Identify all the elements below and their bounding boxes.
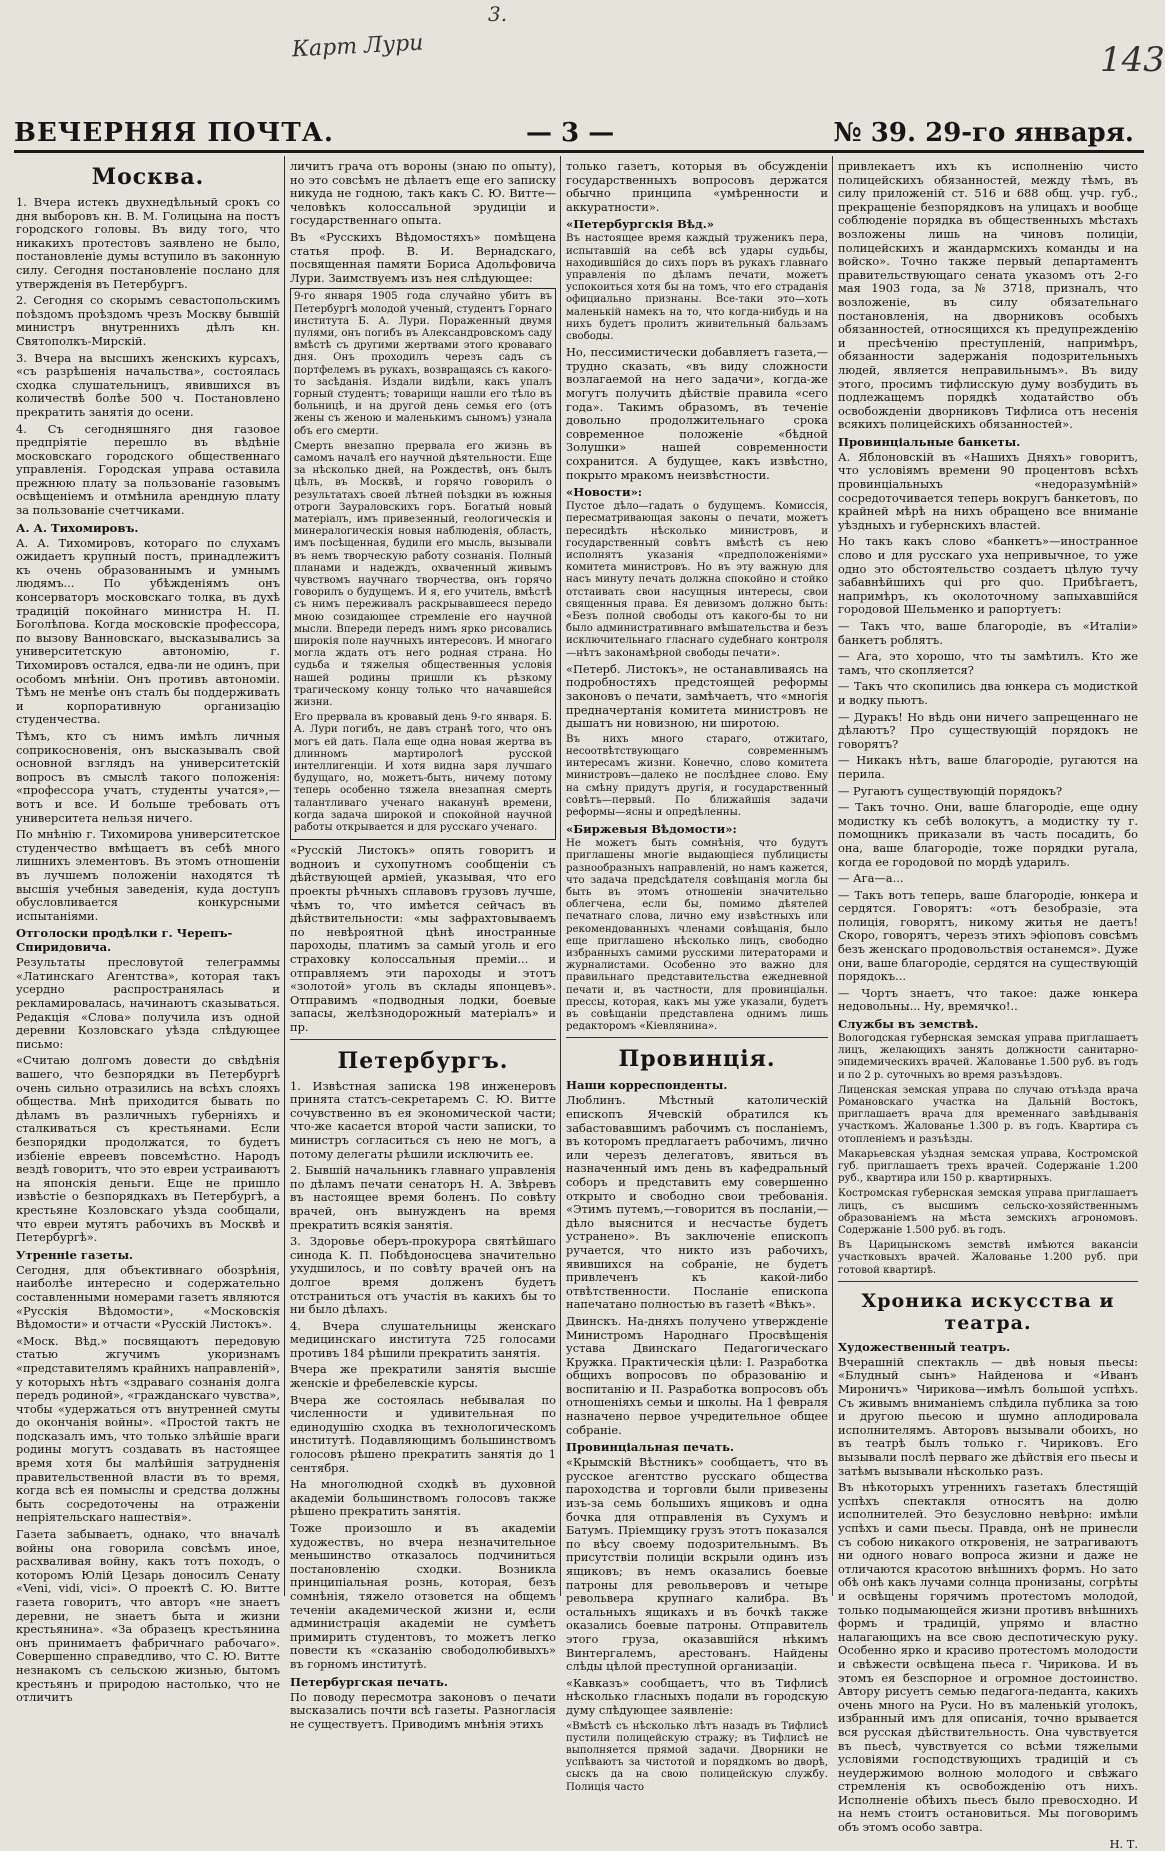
subheading: Художественный театръ. [838,1339,1011,1354]
dialogue-line: — Никакъ нѣтъ, ваше благородіе, ругаются на перила. [838,753,1138,781]
dialogue-line: — Такъ что, ваше благородіе, въ «Италіи» банкетъ роблятъ. [838,619,1138,647]
section-heading-moscow: Москва. [91,164,205,190]
quote-paragraph: Въ нихъ много стараго, отжитаго, несоотвѣтствующаго современнымъ интересамъ жизни. Конечно, слово комитета министровъ—далеко не послѣднее слово. Ему на смѣну придутъ другія, и государственный совѣтъ—первый. По ближайшія задачи реформы—ясны и опредѣленны. [566,733,828,818]
article-paragraph: Сегодня, для объективнаго обозрѣнія, наиболѣе интересно и содержательно составленными номерами газетъ являются «Русскія Вѣдомости», «Московскія Вѣдомости» и отчасти «Русскій Листокъ». [16,1262,280,1332]
news-item: Двинскъ. На-дняхъ получено утвержденіе Министромъ Народнаго Просвѣщенія устава Двинскаго Педагогическаго Кружка. Практическія цѣли: I. Разработка общихъ вопросовъ по образованію и воспитанію и II. Разработка вопросовъ объ отношеніяхъ семьи и школы. На 1 февраля назначено первое учредительное общее собраніе. [566,1313,828,1437]
dialogue-line: — Такъ что скопились два юнкера съ модисткой и водку пьютъ. [838,679,1138,707]
article-paragraph: «Петерб. Листокъ», не останавливаясь на подробностяхъ предстоящей реформы законовъ о печати, замѣчаетъ, что «многія предначертанія комитета министровъ не дышатъ ни новизною, ни широтою. [566,661,828,731]
news-item: Вчера же прекратили занятія высшіе женскіе и фребелевскіе курсы. [290,1362,556,1391]
page-number: — 3 — [526,118,615,148]
dialogue-line: — Ага, это хорошо, что ты замѣтилъ. Кто же тамъ, что скопляется? [838,649,1138,677]
article-paragraph: личитъ грача отъ вороны (знаю по опыту), но это совсѣмъ не дѣлаетъ еще его записку никуда не годною, такъ какъ С. Ю. Витте—человѣкъ колоссальной эрудиціи и государственнаго опыта. [290,159,556,228]
subheading: Петербургская печать. [290,1674,448,1689]
column-divider [560,156,561,1596]
handwritten-page-mark: 3. [488,2,508,26]
article-paragraph: только газетъ, которыя въ обсужденіи государственныхъ вопросовъ держатся обычно принципа «умѣренности и аккуратности». [566,159,828,214]
handwritten-archive-number: 143 [1100,40,1165,80]
quote-paragraph: 9-го января 1905 года случайно убитъ въ Петербургѣ молодой ученый, студентъ Горнаго института Б. А. Лури. Пораженный двумя пулями, онъ погибъ въ Александровскомъ саду вмѣстѣ съ другими жертвами этого кроваваго дня. Онъ проходилъ черезъ садъ съ портфелемъ въ рукахъ, возвращаясь съ какого-то засѣданія. Издали видѣли, какъ упалъ горный студентъ; товарищи нашли его тѣло въ больницѣ, и на другой день семья его (отъ жены съ женою и маленькимъ сыномъ) узнала объ его смерти. [294,291,553,437]
job-notice: Въ Царицынскомъ земствѣ имѣются вакансіи участковыхъ врачей. Жалованье 1.200 руб. при готовой квартирѣ. [838,1240,1138,1276]
article-paragraph: Въ «Русскихъ Вѣдомостяхъ» помѣщена статья проф. В. И. Вернадскаго, посвященная памяти Бориса Адольфовича Лури. Заимствуемъ изъ нея слѣдующее: [290,229,556,285]
issue-date: № 39. 29-го января. [833,118,1134,148]
article-paragraph: По поводу пересмотра законовъ о печати высказались почти всѣ газеты. Разногласія не существуетъ. Приводимъ мнѣнія этихъ [290,1689,556,1731]
section-heading-chronicle: Хроника искусства и театра. [838,1281,1138,1334]
column-chronicle [838,159,1138,1851]
news-item: 1. Извѣстная записка 198 инженеровъ принята статсъ-секретаремъ С. Ю. Витте сочувственно въ ея экономической части; что-же касается второй части записки, то министръ согласиться съ нею не могъ, а потому делегаты рѣшили исключить ее. [290,1078,556,1161]
subheading: Провинціальные банкеты. [838,434,1021,449]
subheading: Отголоски продѣлки г. Черепъ-Спиридовича. [16,926,233,955]
news-item: 4. Вчера слушательницы женскаго медицинскаго института 725 голосами противъ 184 рѣшили прекратить занятія. [290,1318,556,1360]
article-paragraph: Въ нѣкоторыхъ утреннихъ газетахъ блестящій успѣхъ спектакля относятъ на долю исполнителей. Это безусловно невѣрно: имѣли успѣхъ и сами пьесы. Правда, онѣ не принесли съ собою никакого откровенія, не затрагиваютъ ни одного новаго вопроса жизни и даже не отличаются красотою внѣшнихъ формъ. Но зато обѣ онѣ какъ лучами солнца пронизаны, согрѣты и освѣщены горячимъ протестомъ молодой, только подымающейся жизни противъ внѣшнихъ формъ и традицій, упрямо и властно налагающихъ на все свою деспотическую руку. Особенно ярко и красиво протестомъ молодости и свѣжести освѣщена пьеса г. Чирикова. И въ этомъ ея безспорное и огромное достоинство. Автору рисуетъ семью педагога-педанта, какихъ очень много на Руси. Но въ маленькій уголокъ, избранный имъ для описанія, точно врывается вся русская дѣйствительность. Она чувствуется въ пьесѣ, чувствуется со всѣми тяжелыми условіями господствующихъ традицій и съ неудержимою волною молодого и свѣжаго стремленія къ освобожденію отъ нихъ. Исполненіе обѣихъ пьесъ было превосходно. И на немъ стоитъ остановиться. Мы поговоримъ объ этомъ особо завтра. [838,1480,1138,1835]
article-paragraph: Вчерашній спектакль — двѣ новыя пьесы: «Блудный сынъ» Найденова и «Иванъ Мироничъ» Чирикова—имѣлъ большой успѣхъ. Съ живымъ вниманіемъ слѣдила публика за тою и другою пьесою и шумно аплодировала исполнителямъ. Авторовъ вызывали обоихъ, но въ театрѣ былъ только г. Чириковъ. Его вызывали послѣ перваго же дѣйствія его пьесы и затѣмъ вызывали нѣсколько разъ. [838,1354,1138,1478]
quote-paragraph: Смерть внезапно прервала его жизнь въ самомъ началѣ его научной дѣятельности. Еще за нѣсколько дней, на Рождествѣ, онъ былъ цѣлъ, въ Москвѣ, и горячо говорилъ о результатахъ своей лѣтней поѣздки въ южныя отроги Заураловскихъ горъ. Богатый новый матеріалъ, имъ привезенный, геологическія и минералогическія новыя наблюденія, область, имъ посѣщенная, будили его мысль, вызывали въ немъ творческую работу сознанія. Полный планами и надеждъ, охваченный живымъ чувствомъ научнаго творчества, онъ горячо говорилъ о будущемъ. И я, его учитель, вмѣстѣ съ нимъ переживалъ раскрывавшееся передо мною созидающее стремленіе его научной мысли. Впереди передъ нимъ ярко рисовались широкія поле научныхъ интересовъ. И многаго могла ждать отъ него родная страна. Но судьба и тяжелыя общественныя условія нашей родины пришли къ рѣзкому трагическому концу только что начавшейся жизни. [294,440,552,709]
news-item: «Крымскій Вѣстникъ» сообщаетъ, что въ русское агентство русскаго общества пароходства и торговли были привезены изъ-за семь большихъ ящиковъ и одна бочка для отправленія въ Сухумъ и Батумъ. Пріемщику грузъ этотъ показался по вѣсу своему подозрительнымъ. Въ присутствіи полиціи вскрыли одинъ изъ ящиковъ; въ немъ оказались боевые патроны для револьверовъ и четыре револьвера крупнаго калибра. Въ остальныхъ ящикахъ и въ бочкѣ также оказались боевые патроны. Отправитель этого груза, оказавшійся нѣкимъ Винтергалемъ, арестованъ. Найдены слѣды цѣлой преступной организаціи. [566,1455,828,1674]
news-item: 3. Вчера на высшихъ женскихъ курсахъ, «съ разрѣшенія начальства», состоялась сходка слушательницъ, явившихся въ количествѣ болѣе 500 ч. Постановлено прекратить занятія до осени. [16,350,280,419]
section-heading-province: Провинція. [566,1037,828,1072]
article-paragraph: Но такъ какъ слово «банкетъ»—иностранное слово и для русскаго уха непривычное, то уже одно это обстоятельство создаетъ цѣлую тучу забавнѣйшихъ qui pro quo. Прибѣгаетъ, напримѣръ, къ околоточному запыхавшійся городовой Шельменко и рапортуетъ: [838,534,1138,617]
quote-paragraph: Въ настоящее время каждый труженикъ пера, испытавшій на себѣ всѣ удары судьбы, находившійся до сихъ поръ въ рукахъ главнаго управленія по дѣламъ печати, можетъ успокоиться хотя бы на томъ, что его страданія официально признаны. Все-таки это—хоть маленькій намекъ на то, что когда-нибудь и на нихъ будетъ пролитъ живительный бальзамъ свободы. [566,233,828,342]
article-paragraph: А. А. Тихомировъ, котораго по слухамъ ожидаетъ крупный постъ, принадлежитъ къ очень образованнымъ и умнымъ людямъ... По убѣжденіямъ онъ консерваторъ московскаго толка, въ духѣ традицій покойнаго министра Н. П. Боголѣпова. Когда московскіе профессора, по вызову Ванновскаго, высказывались за университетскую автономію, г. Тихомировъ остался, едва-ли не одинъ, при особомъ мнѣніи. Онъ противъ автономіи. Тѣмъ не менѣе онъ сталъ бы поддерживать и корпоративную организацію студенчества. [16,535,280,727]
quote-paragraph: «Вмѣстѣ съ нѣсколько лѣтъ назадъ въ Тифлисѣ пустили полицейскую стражу; въ Тифлисѣ не выполняется прямой задачи. Дворники не успѣваютъ за чистотой и порядкомъ во дворѣ, сыскъ да на свою полицейскую службу. Полиція часто [566,1720,828,1793]
news-item: 3. Здоровье оберъ-прокурора святѣйшаго синода К. П. Побѣдоносцева значительно ухудшилось, и по совѣту врачей онъ на долгое время долженъ будетъ отстраниться отъ участія въ какихъ бы то ни было дѣлахъ. [290,1234,556,1317]
article-paragraph: «Русскій Листокъ» опять говоритъ и водноиъ и сухопутномъ сообщеніи съ дѣйствующей арміей, указывая, что его проекты рѣчныхъ сплавовъ грузовъ лучше, чѣмъ то, что имѣется сейчасъ въ дѣйствительности: «мы зафрахтовываемъ по невѣроятной цѣнѣ иностранные пароходы, платимъ за самый уголь и его страховку колоссальныя преміи... и отправляемъ эти пароходы и этотъ «золотой» уголь въ склады японцевъ». Отправимъ «подводныя лодки, боевые запасы, желѣзнодорожный матеріалъ» и пр. [290,843,556,1034]
quote-paragraph: Пустое дѣло—гадать о будущемъ. Комиссія, пересматривающая законы о печати, можетъ пересидѣть нѣсколько министровъ, и государственный совѣтъ вмѣстѣ съ нею исполнятъ указанія «предположеніями» комитета министровъ. Но въ эту важную для насъ минуту печать должна спокойно и стойко отстаивать свои насущныя интересы, свои священныя права. Ея девизомъ должно быть: «Безъ полной свободы отъ какого-бы то ни было административнаго вмѣшательства и безъ исключительнаго гласнаго судебнаго контроля—нѣтъ законамѣрной свободы печати». [566,501,828,659]
subheading: Наши корреспонденты. [566,1078,728,1093]
dialogue-line: — Чортъ знаетъ, что такое: даже юнкера недовольны... Ну, времячко!.. [838,985,1138,1014]
masthead-rule [14,150,1144,153]
article-paragraph: Но, пессимистически добавляетъ газета,—трудно сказать, «въ виду сложности возлагаемой на него задачи», когда-же могутъ получить дѣйствіе правила «сего года». Такимъ образомъ, въ теченіе довольно продолжительнаго срока современное положеніе «бѣдной Золушки» нашей современности сохранится. А будущее, какъ извѣстно, покрыто мракомъ неизвѣстности. [566,345,828,482]
article-paragraph: А. Яблоновскій въ «Нашихъ Дняхъ» говоритъ, что условіямъ времени 90 процентовъ всѣхъ провинціальныхъ «недоразумѣній» сосредоточивается теперь вокругъ банкетовъ, по крайней мѣрѣ на нихъ обращено все вниманіе уѣздныхъ и губернскихъ властей. [838,449,1138,532]
dialogue-line: — Такъ вотъ теперь, ваше благородіе, юнкера и сердятся. Говорятъ: «отъ безобразіе, эта полиція, говорятъ, никому житья не даетъ! Скоро, говорятъ, черезъ этихъ эфіоповъ совсѣмъ безъ женскаго продовольствія останемся». Дуже они, ваше благородіе, сердятся на существующій порядокъ... [838,887,1138,984]
job-notice: Макарьевская уѣздная земская управа, Костромской губ. приглашаетъ трехъ врачей. Содержаніе 1.200 руб., квартира или 150 р. квартирныхъ. [838,1148,1138,1185]
article-paragraph: Тѣмъ, кто съ нимъ имѣлъ личныя соприкосновенія, онъ высказывалъ свой основной взглядъ на университетскій вопросъ въ смыслѣ такого положенія: «профессора учатъ, студенты учатся»,—вотъ и все. И больше требовать отъ университета нельзя ничего. [16,728,280,825]
job-notice: Лиценская земская управа по случаю отъѣзда врача Романовскаго участка на Дальній Востокъ, приглашаетъ врача для временнаго завѣдыванія участкомъ. Жалованье 1.300 р. въ годъ. Квартира съ отопленіемъ и разъѣзды. [838,1084,1138,1145]
dialogue-line: — Дуракъ! Но вѣдь они ничего запрещеннаго не дѣлаютъ? Про существующій порядокъ не говорятъ? [838,709,1138,751]
column-moscow [16,160,281,1705]
news-item: Тоже произошло и въ академіи художествъ, но вчера незначительное меньшинство отказалось подчиниться постановленію сходки. Возникла принципіальная рознь, которая, безъ сомнѣнія, тяжело отзовется на общемъ теченіи академической жизни и, если администрація академіи не сумѣетъ примирить студентовъ, то можетъ легко повести къ «сказанію свободолюбивыхъ» въ горномъ институтѣ. [290,1521,556,1671]
job-notice: Костромская губернская земская управа приглашаетъ лицъ, съ высшимъ сельско-хозяйственнымъ образованіемъ на мѣста земскихъ агрономовъ. Содержаніе 1.500 руб. въ годъ. [838,1188,1138,1237]
news-item: 2. Бывшій начальникъ главнаго управленія по дѣламъ печати сенаторъ Н. А. Звѣревъ въ настоящее время боленъ. По совѣту врачей, онъ вынужденъ на время прекратить всякія занятія. [290,1163,556,1232]
dialogue-line: — Такъ точно. Они, ваше благородіе, еще одну модистку къ себѣ волокутъ, а модистку ту г. помощникъ приказали въ часть посадить, бо она, ваше благородіе, тоже порядки ругала, когда ее городовой по мордѣ ударилъ. [838,800,1138,869]
dialogue-line: — Ага—а... [838,871,904,886]
article-paragraph: Газета забываетъ, однако, что вначалѣ войны она говорила совсѣмъ иное, расхваливая войну, какъ тотъ походъ, о которомъ Юлій Цезарь доносилъ Сенату «Veni, vidi, vici». О проектѣ С. Ю. Витте газета говоритъ, что авторъ «не знаетъ деревни, не знаетъ быта и жизни крестьянина». «За образецъ крестьянина онъ принимаетъ фабричнаго рабочаго». Совершенно справедливо, что С. Ю. Витте незнакомъ съ сельскою жизнью, бытомъ крестьянъ и природою настолько, что не отличитъ [16,1527,280,1705]
news-item: «Кавказъ» сообщаетъ, что въ Тифлисѣ нѣсколько гласныхъ подали въ городскую думу слѣдующее заявленіе: [566,1675,828,1717]
news-item: 4. Съ сегодняшняго дня газовое предпріятіе перешло въ вѣдѣніе московскаго городского общественнаго управленія. Городская управа оставила прежнюю плату за пользованіе газовымъ освѣщеніемъ и отмѣнила арендную плату за пользованіе счетчиками. [16,421,280,518]
subheading: Службы въ земствѣ. [838,1017,979,1032]
subheading: Утренніе газеты. [16,1247,134,1262]
article-paragraph: «Моск. Вѣд.» посвящаютъ передовую статью жгучимъ укоризнамъ «представителямъ крайнихъ направленій», у которыхъ нѣтъ «здраваго сознанія долга передъ родиной», «гражданскаго чувства», чтобы «удержаться отъ внутренней смуты до окончанія войны». «Простой тактъ не подсказалъ имъ, что только злѣйшіе враги родины могутъ создавать въ настоящее время хотя бы малѣйшія затрудненія правительственной власти въ то время, когда всѣ ея помыслы и средства должны быть сосредоточены на отраженіи непріятельскаго нашествія». [16,1333,281,1525]
article-paragraph: Результаты пресловутой телеграммы «Латинскаго Агентства», которая такъ усердно распространялась и рекламировалась, начинаютъ сказываться. Редакція «Слова» получила изъ одной деревни Козловскаго уѣзда слѣдующее письмо: [16,955,280,1051]
quote-paragraph: Его прервала въ кровавый день 9-го января. Б. А. Лури погибъ, не давъ странѣ того, что онъ могъ ей дать. Пала еще одна новая жертва въ длинномъ мартирологѣ русской интеллигенціи. И хотя видна заря лучшаго будущаго, но, можетъ-быть, ничему потому теперь особенно тяжела внезапная смерть талантливаго ученаго наканунѣ времени, когда задача широкой и спокойной научной работы открывается и для русскаго ученаго. [294,712,552,834]
subheading: «Петербургскія Вѣд.» [566,217,715,232]
column-petersburg [290,159,556,1731]
newspaper-title: ВЕЧЕРНЯЯ ПОЧТА. [14,118,334,148]
quote-paragraph: Не можетъ быть сомнѣнія, что будутъ приглашены многіе выдающіеся публицисты разнообразныхъ направленій, но намъ кажется, что задача предсѣдателя совѣщанія могла бы быть въ этомъ отношеніи значительно облегчена, если бы, помимо дѣятелей печатнаго слова, лично ему извѣстныхъ или рекомендованныхъ членами совѣщанія, было еще приглашено нѣсколько лицъ, свободно избранныхъ самими русскими литераторами и журналистами. Особенно это важно для правильнаго представительства ежедневной печати и, въ частности, для провинціальн. прессы, которая, какъ мы уже указали, будетъ въ совѣщаніи представлена однимъ лишь редакторомъ «Кіевлянина». [566,838,828,1033]
news-item: 1. Вчера истекъ двухнедѣльный срокъ со дня выборовъ кн. В. М. Голицына на постъ городского головы. Въ виду того, что никакихъ протестовъ заявлено не было, постановленіе думы вступило въ законную силу. Сегодня постановленіе послано для утвержденія въ Петербургъ. [16,195,280,291]
signature: Н. Т. [1109,1836,1138,1851]
subheading: Провинціальная печать. [566,1440,735,1455]
news-item: Вчера же состоялась небывалая по численности и удивительная по единодушію сходка въ технологическомъ институтѣ. Подавляющимъ большинствомъ голосовъ рѣшено прекратить занятія до 1 сентября. [290,1392,556,1475]
subheading: «Биржевыя Вѣдомости»: [566,822,737,837]
column-press-province [566,159,828,1793]
article-paragraph: привлекаетъ ихъ къ исполненію чисто полицейскихъ обязанностей, между тѣмъ, въ силу приложеній ст. 516 и 688 общ. учр. губ., прекращеніе безпорядковъ на улицахъ и вообще соблюденіе порядка въ общественныхъ мѣстахъ возложены лишь на чиновъ полиціи, полицейскихъ и жандармскихъ команды и на войско». Точно также первый департаментъ правительствующаго сената указомъ отъ 2-го мая 1903 года, за № 3718, призналъ, что возложеніе, въ силу обязательнаго постановленія, на дворниковъ особыхъ обязанностей, относящихся къ предупрежденію и пресѣченію преступленій, напримѣръ, обязанности задержанія подозрительныхъ людей, является неправильнымъ». Въ виду этого, просимъ тифлисскую думу возбудить въ подлежащемъ порядкѣ ходатайство объ освобожденіи дворниковъ Тифлиса отъ несенія всякихъ полицейскихъ обязанностей». [838,159,1138,432]
subheading: «Новости»: [566,485,643,500]
dialogue-line: — Ругаютъ существующій порядокъ? [838,783,1063,798]
masthead [14,118,1144,152]
obituary-box [290,288,556,840]
column-divider [832,156,833,1596]
news-item: 2. Сегодня со скорымъ севастопольскимъ поѣздомъ проѣздомъ чрезъ Москву бывшій министръ внутреннихъ дѣлъ кн. Святополкъ-Мирскій. [16,293,280,348]
job-notice: Вологодская губернская земская управа приглашаетъ лицъ, желающихъ занять должности санитарно-эпидемическихъ врачей. Жалованье 1.500 руб. въ годъ и по 2 р. суточныхъ во время разъѣздовъ. [838,1033,1138,1081]
news-item: На многолюдной сходкѣ въ духовной академіи большинствомъ голосовъ также рѣшено прекратить занятія. [290,1477,556,1519]
section-heading-petersburg: Петербургъ. [290,1039,556,1074]
subheading: А. А. Тихомировъ. [16,520,139,535]
article-paragraph: «Считаю долгомъ довести до свѣдѣнія вашего, что безпорядки въ Петербургѣ очень сильно отразились на всѣхъ слояхъ общества. Мнѣ приходится бывать по дѣламъ въ различныхъ губерніяхъ и сталкиваться съ крестьянами. Если безпорядки продолжатся, то будетъ избіеніе евреевъ повсемѣстно. Народъ вездѣ говоритъ, что это евреи устраиваютъ на японскія деньги. Еще не пришло извѣстіе о безпорядкахъ въ Петербургѣ, а крестьяне Козловскаго уѣзда сообщали, что евреи мутятъ рабочихъ въ Москвѣ и Петербургѣ». [16,1053,280,1245]
article-paragraph: По мнѣнію г. Тихомирова университетское студенчество вмѣщаетъ въ себѣ много лишнихъ элементовъ. Въ этомъ отношеніи въ лучшемъ положеніи находятся тѣ высшія учебныя заведенія, куда доступъ обусловливается конкурсными испытаніями. [16,827,280,923]
column-divider [284,156,285,1596]
news-item: Люблинъ. Мѣстный католическій епископъ Ячевскій обратился къ забастовавшимъ рабочимъ съ посланіемъ, въ которомъ предлагаетъ рабочимъ, лично или черезъ делегатовъ, явиться въ назначенный имъ день въ кафедральный соборъ и представить ему совершенно открыто и свободно свои требованія. «Этимъ путемъ,—говорится въ посланіи,—дѣло выяснится и несчастье будетъ устранено». Въ заключеніе епископъ ручается, что никто изъ рабочихъ, явившихся на собраніе, не будетъ привлеченъ къ какой-либо отвѣтственности. Посланіе епископа напечатано полностью въ газетѣ «Вѣкъ». [566,1093,828,1312]
handwritten-name: Карт Лури [291,30,425,63]
